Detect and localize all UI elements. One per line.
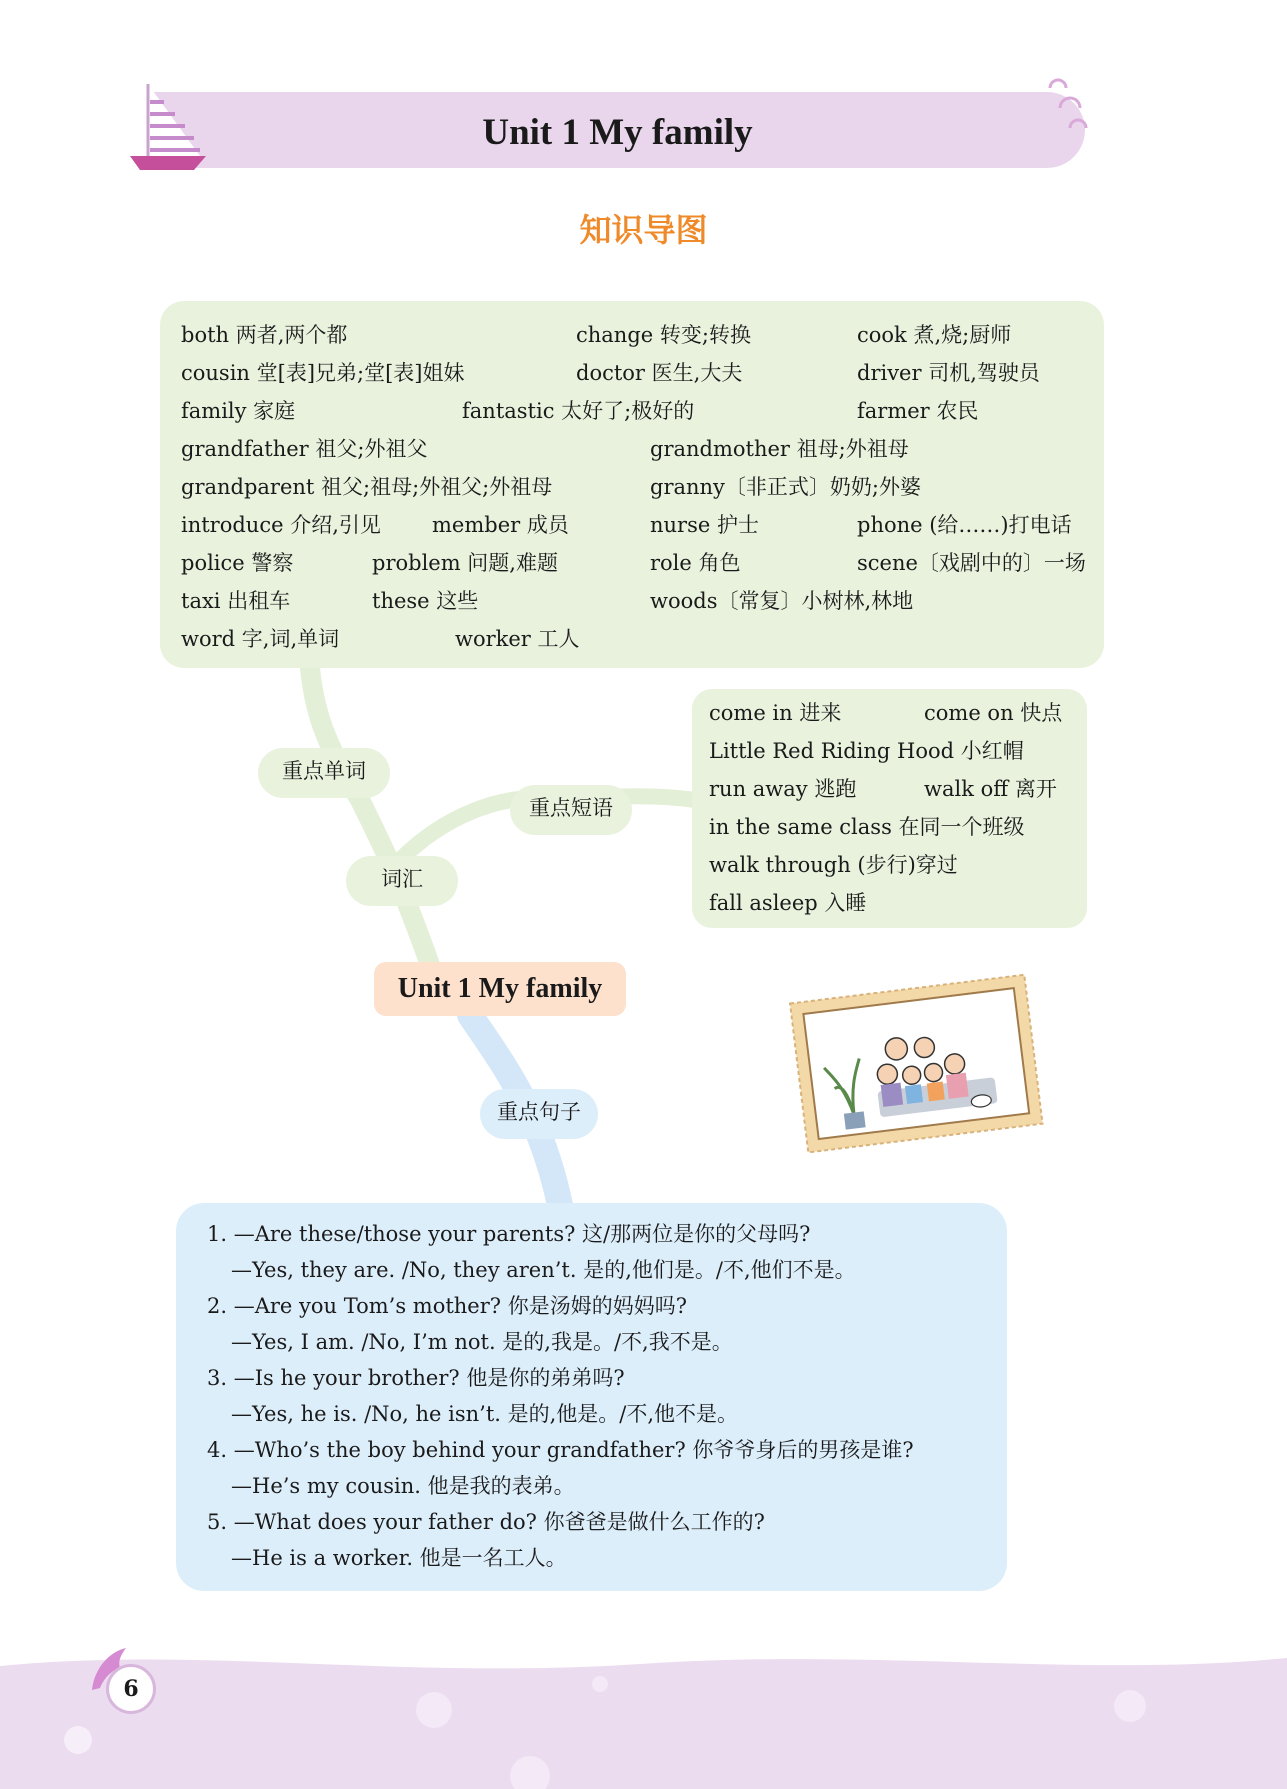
- vocab-item: police 警察: [181, 551, 294, 575]
- node-key-sentences: 重点句子: [480, 1089, 598, 1139]
- vocab-item: role 角色: [650, 551, 741, 575]
- vocab-item: woods〔常复〕小树林,林地: [650, 589, 914, 613]
- phrase-item: run away 逃跑: [709, 777, 857, 801]
- sentence-line: —Yes, they are. /No, they aren’t. 是的,他们是。/不,他们不是。: [231, 1258, 856, 1282]
- sentence-line: 4. —Who’s the boy behind your grandfather? 你爷爷身后的男孩是谁?: [207, 1438, 914, 1462]
- section-title: 知识导图: [579, 211, 708, 249]
- vocab-item: grandfather 祖父;外祖父: [181, 437, 428, 461]
- vocab-item: cook 煮,烧;厨师: [857, 323, 1012, 347]
- sentence-line: 1. —Are these/those your parents? 这/那两位是你的父母吗?: [207, 1222, 811, 1246]
- vocab-item: doctor 医生,大夫: [576, 361, 743, 385]
- vocab-item: grandparent 祖父;祖母;外祖父;外祖母: [181, 475, 553, 499]
- vocab-item: word 字,词,单词: [181, 627, 340, 651]
- vocab-item: farmer 农民: [857, 399, 979, 423]
- page-number: 6: [106, 1664, 156, 1714]
- vocab-item: problem 问题,难题: [372, 551, 558, 575]
- vocab-item: worker 工人: [455, 627, 580, 651]
- vocab-item: both 两者,两个都: [181, 323, 348, 347]
- vocab-item: nurse 护士: [650, 513, 759, 537]
- sentence-line: —He is a worker. 他是一名工人。: [231, 1546, 567, 1570]
- node-key-phrases: 重点短语: [510, 785, 632, 835]
- vocab-item: driver 司机,驾驶员: [857, 361, 1040, 385]
- vocab-item: family 家庭: [181, 399, 296, 423]
- sentence-line: 3. —Is he your brother? 他是你的弟弟吗?: [207, 1366, 625, 1390]
- sentence-line: —Yes, he is. /No, he isn’t. 是的,他是。/不,他不是。: [231, 1402, 739, 1426]
- vocab-item: phone (给……)打电话: [857, 513, 1072, 537]
- vocab-item: fantastic 太好了;极好的: [462, 399, 695, 423]
- vocab-item: introduce 介绍,引见: [181, 513, 381, 537]
- vocab-item: these 这些: [372, 589, 479, 613]
- phrase-item: fall asleep 入睡: [709, 891, 867, 915]
- vocab-item: taxi 出租车: [181, 589, 291, 613]
- vocab-item: granny〔非正式〕奶奶;外婆: [650, 475, 921, 499]
- page-title: Unit 1 My family: [482, 112, 753, 153]
- family-photo-illustration: [786, 966, 1056, 1156]
- vocab-item: member 成员: [432, 513, 569, 537]
- vocab-item: grandmother 祖母;外祖母: [650, 437, 909, 461]
- vocab-item: scene〔戏剧中的〕一场: [857, 551, 1086, 575]
- phrase-item: come on 快点: [924, 701, 1063, 725]
- sentence-line: —Yes, I am. /No, I’m not. 是的,我是。/不,我不是。: [231, 1330, 733, 1354]
- phrase-item: Little Red Riding Hood 小红帽: [709, 739, 1024, 763]
- vocab-item: cousin 堂[表]兄弟;堂[表]姐妹: [181, 361, 465, 385]
- sentence-line: 5. —What does your father do? 你爸爸是做什么工作的?: [207, 1510, 765, 1534]
- node-key-words: 重点单词: [258, 748, 390, 798]
- vocab-item: change 转变;转换: [576, 323, 751, 347]
- sentence-line: —He’s my cousin. 他是我的表弟。: [231, 1474, 575, 1498]
- phrase-item: come in 进来: [709, 701, 842, 725]
- center-node: Unit 1 My family: [374, 962, 626, 1016]
- phrase-item: walk off 离开: [924, 777, 1057, 801]
- phrase-item: in the same class 在同一个班级: [709, 815, 1025, 839]
- sentence-line: 2. —Are you Tom’s mother? 你是汤姆的妈妈吗?: [207, 1294, 687, 1318]
- node-vocabulary: 词汇: [346, 856, 458, 906]
- bottom-wave-decoration: [0, 1640, 1287, 1789]
- phrase-item: walk through (步行)穿过: [709, 853, 958, 877]
